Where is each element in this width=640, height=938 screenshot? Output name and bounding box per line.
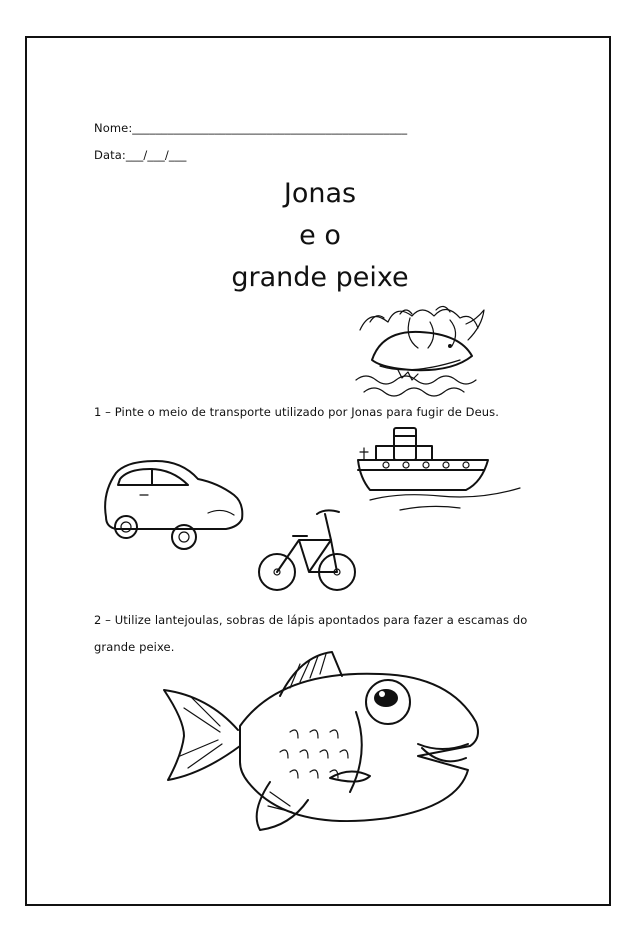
big-fish-icon <box>160 652 485 832</box>
title-line-3: grande peixe <box>231 262 409 293</box>
whale-in-waves-icon <box>350 300 490 400</box>
question-2-text-line-2: grande peixe. <box>94 640 175 654</box>
name-field-label: Nome:_______________________________________________ <box>94 121 408 135</box>
date-field-label: Data:___/___/___ <box>94 148 187 162</box>
title-line-1: Jonas <box>283 178 357 209</box>
bicycle-icon <box>255 500 360 595</box>
ship-icon <box>350 418 525 518</box>
car-icon <box>100 455 250 555</box>
question-1-text: 1 – Pinte o meio de transporte utilizado por Jonas para fugir de Deus. <box>94 405 500 419</box>
question-2-text-line-1: 2 – Utilize lantejoulas, sobras de lápis apontados para fazer a escamas do <box>94 613 528 627</box>
title-line-2: e o <box>299 220 341 251</box>
